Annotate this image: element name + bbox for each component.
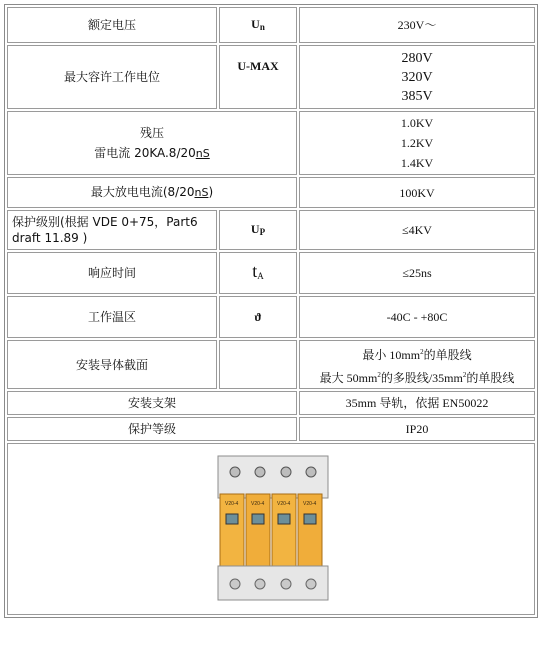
row-operating-temp — [7, 296, 535, 338]
symbol-sub: P — [259, 226, 266, 237]
max-discharge-value: 100KV — [299, 177, 535, 208]
symbol-sub: n — [259, 21, 265, 32]
max-discharge-label-unit: nS — [194, 186, 209, 199]
rated-voltage-value: 230V～ — [299, 7, 535, 43]
response-time-label: 响应时间 — [7, 252, 217, 294]
residual-value: 1.0KV — [400, 116, 434, 130]
superscript: 2 — [377, 370, 381, 379]
symbol-main: t — [252, 260, 258, 281]
operating-temp-label: 工作温区 — [7, 296, 217, 338]
protection-level-symbol — [219, 210, 297, 250]
row-u-max — [7, 45, 535, 109]
conductor-min-b: 的单股线 — [423, 347, 472, 362]
conductor-label: 安装导体截面 — [7, 340, 217, 389]
u-max-values — [299, 45, 535, 109]
row-conductor — [7, 340, 535, 389]
u-max-label: 最大容许工作电位 — [7, 45, 217, 109]
row-rated-voltage — [7, 7, 535, 43]
symbol-sub: A — [257, 270, 264, 281]
u-max-value: 320V — [401, 69, 433, 85]
symbol-main: U — [250, 221, 260, 236]
row-ip-rating — [7, 417, 535, 441]
ip-rating-label: 保护等级 — [7, 417, 297, 441]
spec-table — [4, 4, 538, 618]
row-max-discharge — [7, 177, 535, 208]
u-max-value: 385V — [401, 88, 433, 104]
conductor-values — [299, 340, 535, 389]
max-discharge-label-tail: ) — [208, 185, 214, 199]
operating-temp-value: -40C - +80C — [299, 296, 535, 338]
conductor-max-b: 的多股线/35mm — [380, 370, 463, 385]
response-time-value: ≤25ns — [299, 252, 535, 294]
residual-value: 1.4KV — [400, 156, 434, 170]
module-label: V20-4 — [303, 501, 317, 507]
superscript: 2 — [420, 347, 424, 356]
u-max-symbol: U-MAX — [219, 45, 297, 109]
module-label: V20-4 — [251, 501, 265, 507]
u-max-value: 280V — [401, 50, 433, 66]
module-label: V20-4 — [277, 501, 291, 507]
product-image-cell — [7, 443, 535, 615]
surge-protector-image — [206, 450, 336, 608]
rated-voltage-symbol — [219, 7, 297, 43]
residual-label-line2 — [12, 143, 292, 164]
operating-temp-symbol: ϑ — [219, 296, 297, 338]
conductor-symbol-empty — [219, 340, 297, 389]
conductor-max — [304, 365, 530, 388]
superscript: 2 — [462, 370, 467, 379]
conductor-max-c: 的单股线 — [466, 370, 515, 385]
response-time-symbol — [219, 252, 297, 294]
ip-rating-value: IP20 — [299, 417, 535, 441]
row-residual — [7, 111, 535, 175]
residual-label-text: 雷电流 20KA.8/20 — [94, 145, 196, 160]
max-discharge-label — [7, 177, 297, 208]
residual-label-line1: 残压 — [139, 125, 164, 140]
residual-value: 1.2KV — [400, 136, 434, 150]
protection-level-value: ≤4KV — [299, 210, 535, 250]
row-product-image — [7, 443, 535, 615]
residual-values — [299, 111, 535, 175]
residual-label — [7, 111, 297, 175]
row-protection-level — [7, 210, 535, 250]
row-mounting — [7, 391, 535, 415]
rated-voltage-label: 额定电压 — [7, 7, 217, 43]
conductor-min — [304, 342, 530, 365]
residual-label-unit: nS — [195, 146, 210, 160]
mounting-value: 35mm 导轨，依据 EN50022 — [299, 391, 535, 415]
module-label: V20-4 — [225, 501, 239, 507]
max-discharge-label-text: 最大放电电流(8/20 — [90, 185, 195, 199]
symbol-main: U — [251, 16, 260, 31]
conductor-min-a: 最小 10mm — [362, 347, 421, 362]
mounting-label: 安装支架 — [7, 391, 297, 415]
row-response-time — [7, 252, 535, 294]
protection-level-label: 保护级别(根据 VDE 0+75，Part6 draft 11.89 ) — [7, 210, 217, 250]
conductor-max-a: 最大 50mm — [319, 370, 378, 385]
